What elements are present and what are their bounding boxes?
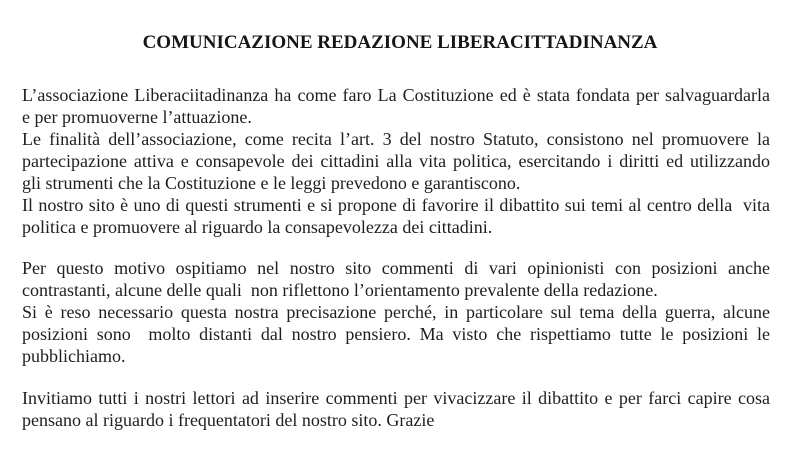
paragraph — [22, 128, 770, 194]
text-line: contrastanti, alcune delle quali non riflettono l’orientamento prevalente della redazione. — [22, 280, 658, 300]
document-body — [0, 84, 800, 431]
text-line: pensano al riguardo i frequentatori del nostro sito. Grazie — [22, 410, 435, 430]
text-line: posizioni sono molto distanti dal nostro pensiero. Ma visto che rispettiamo tutte le posizioni le — [22, 324, 770, 344]
text-line: politica e promuovere al riguardo la consapevolezza dei cittadini. — [22, 217, 493, 237]
text-line: gli strumenti che la Costituzione e le leggi prevedono e garantiscono. — [22, 173, 521, 193]
text-line: partecipazione attiva e consapevole dei cittadini alla vita politica, esercitando i diritti ed utilizzando — [22, 151, 770, 171]
paragraph — [22, 387, 770, 431]
text-line: Invitiamo tutti i nostri lettori ad inserire commenti per vivacizzare il dibattito e per farci capire cosa — [22, 388, 770, 408]
text-line: Il nostro sito è uno di questi strumenti e si propone di favorire il dibattito sui temi al centro della vita — [22, 195, 770, 215]
text-line: Per questo motivo ospitiamo nel nostro sito commenti di vari opinionisti con posizioni anche — [22, 258, 770, 278]
paragraph — [22, 301, 770, 367]
text-line: e per promuoverne l’attuazione. — [22, 107, 252, 127]
text-line: pubblichiamo. — [22, 346, 126, 366]
paragraph — [22, 257, 770, 301]
paragraph — [22, 84, 770, 128]
document-title: COMUNICAZIONE REDAZIONE LIBERACITTADINANZA — [142, 32, 658, 53]
text-line: Le finalità dell’associazione, come recita l’art. 3 del nostro Statuto, consistono nel promuovere la — [22, 129, 770, 149]
text-line: Si è reso necessario questa nostra precisazione perché, in particolare sul tema della guerra, alcune — [22, 302, 770, 322]
paragraph — [22, 194, 770, 238]
text-line: L’associazione Liberaciitadinanza ha come faro La Costituzione ed è stata fondata per salvaguardarla — [22, 85, 770, 105]
